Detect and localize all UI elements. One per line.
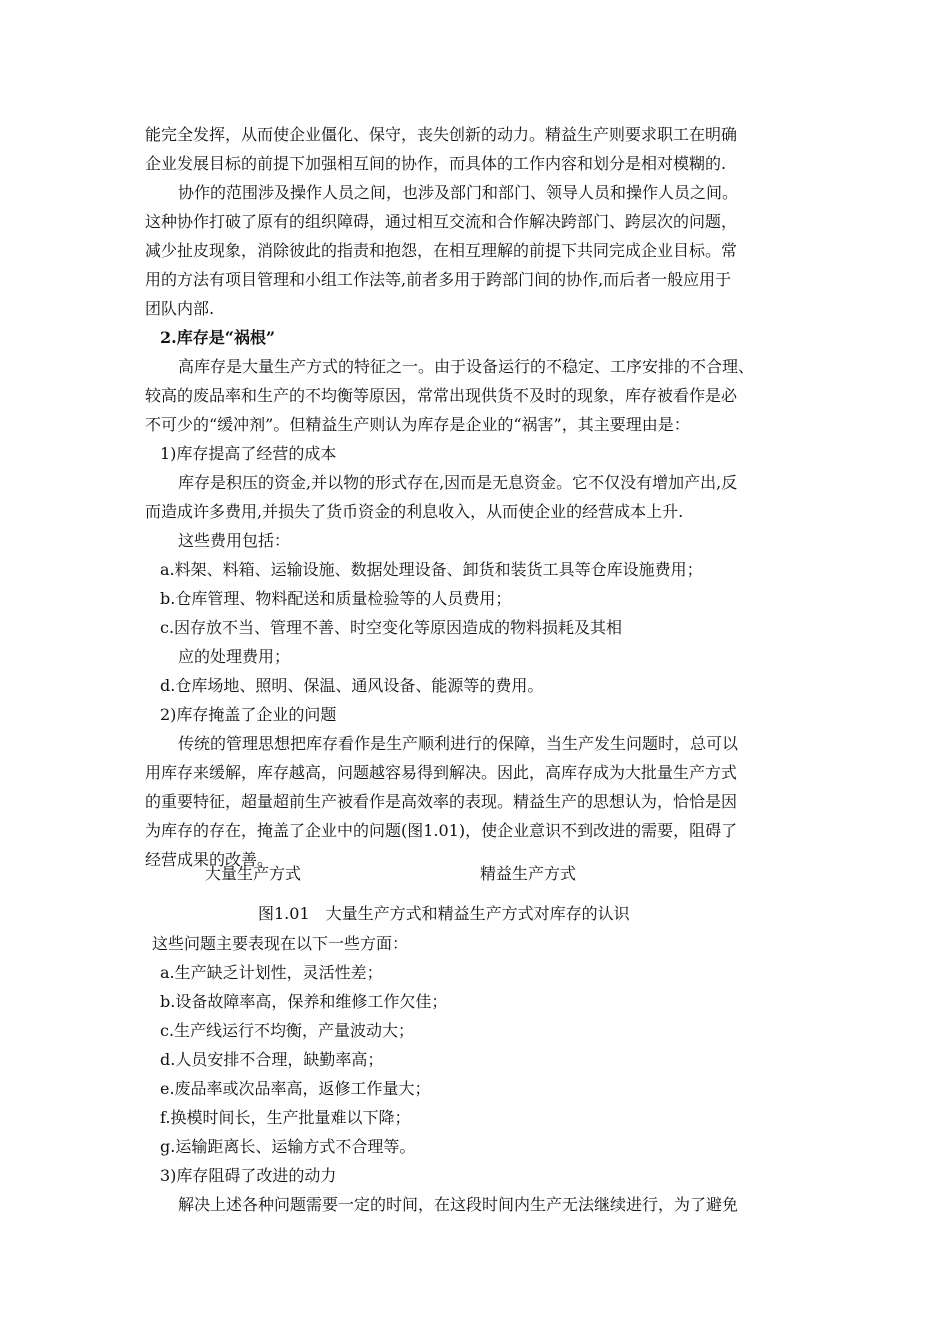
paragraph-line: 能完全发挥，从而使企业僵化、保守，丧失创新的动力。精益生产则要求职工在明确 [145,125,738,144]
subsection-heading: 3)库存阻碍了改进的动力 [160,1166,337,1185]
list-item: c.因存放不当、管理不善、时空变化等原因造成的物料损耗及其相 [160,618,623,637]
paragraph-line: 这种协作打破了原有的组织障碍，通过相互交流和合作解决跨部门、跨层次的问题， [145,212,738,231]
list-item: b.仓库管理、物料配送和质量检验等的人员费用； [160,589,512,608]
paragraph-line: 协作的范围涉及操作人员之间，也涉及部门和部门、领导人员和操作人员之间。 [178,183,739,202]
paragraph-line: 较高的废品率和生产的不均衡等原因，常常出现供货不及时的现象，库存被看作是必 [145,386,738,405]
list-item: g.运输距离长、运输方式不合理等。 [160,1137,416,1156]
list-item: e.废品率或次品率高，返修工作量大； [160,1079,431,1098]
list-item-continuation: 应的处理费用； [178,647,291,666]
paragraph-line: 团队内部. [145,299,215,318]
paragraph-line: 传统的管理思想把库存看作是生产顺利进行的保障，当生产发生问题时，总可以 [178,734,739,753]
figure-caption: 图1.01 大量生产方式和精益生产方式对库存的认识 [258,904,630,923]
paragraph-line: 为库存的存在，掩盖了企业中的问题(图1.01)，使企业意识不到改进的需要，阻碍了 [145,821,738,840]
list-item: d.人员安排不合理，缺勤率高； [160,1050,384,1069]
paragraph-line: 经营成果的改善。 [145,850,274,869]
paragraph-line: 而造成许多费用,并损失了货币资金的利息收入，从而使企业的经营成本上升. [145,502,684,521]
list-item: c.生产线运行不均衡，产量波动大； [160,1021,415,1040]
list-intro: 这些费用包括： [178,531,291,550]
subsection-heading: 1)库存提高了经营的成本 [160,444,337,463]
paragraph-line: 的重要特征，超量超前生产被看作是高效率的表现。精益生产的思想认为，恰恰是因 [145,792,738,811]
paragraph-line: 高库存是大量生产方式的特征之一。由于设备运行的不稳定、工序安排的不合理、 [178,357,755,376]
paragraph-line: 解决上述各种问题需要一定的时间，在这段时间内生产无法继续进行，为了避免 [178,1195,739,1214]
list-item: b.设备故障率高，保养和维修工作欠佳； [160,992,448,1011]
paragraph-line: 用的方法有项目管理和小组工作法等,前者多用于跨部门间的协作,而后者一般应用于 [145,270,732,289]
subsection-heading: 2)库存掩盖了企业的问题 [160,705,337,724]
paragraph-line: 用库存来缓解，库存越高，问题越容易得到解决。因此，高库存成为大批量生产方式 [145,763,738,782]
list-intro: 这些问题主要表现在以下一些方面： [152,934,409,953]
list-item: a.生产缺乏计划性，灵活性差； [160,963,383,982]
paragraph-line: 减少扯皮现象，消除彼此的指责和抱怨，在相互理解的前提下共同完成企业目标。常 [145,241,738,260]
section-heading: 2.库存是“祸根” [160,328,276,347]
paragraph-line: 企业发展目标的前提下加强相互间的协作，而具体的工作内容和划分是相对模糊的. [145,154,727,173]
list-item: d.仓库场地、照明、保温、通风设备、能源等的费用。 [160,676,544,695]
list-item: a.料架、料箱、运输设施、数据处理设备、卸货和装货工具等仓库设施费用； [160,560,703,579]
list-item: f.换模时间长，生产批量难以下降； [160,1108,411,1127]
figure-label-mass-production: 大量生产方式 [205,864,302,883]
paragraph-line: 库存是积压的资金,并以物的形式存在,因而是无息资金。它不仅没有增加产出,反 [178,473,738,492]
figure-label-lean-production: 精益生产方式 [480,864,577,883]
paragraph-line: 不可少的“缓冲剂”。但精益生产则认为库存是企业的“祸害”，其主要理由是： [145,415,690,434]
